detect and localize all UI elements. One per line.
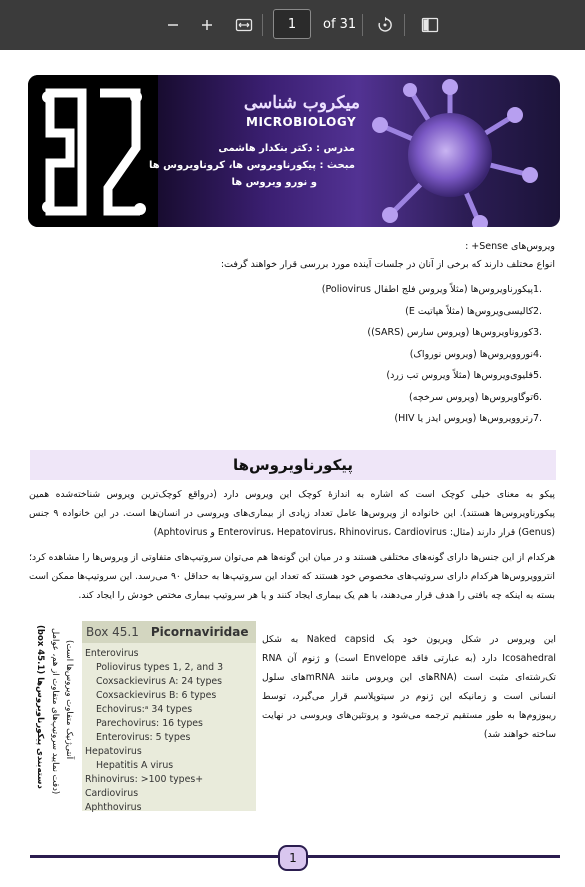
paragraph: هرکدام از این جنس‌ها دارای گونه‌های مختلفی هستند و در میان این گونه‌ها هم می‌توان سروتیپ‌های متفاوتی از ویروس‌ها را مشاهده کرد؛ انتروویروس‌ها هرکدام دارای سروتیپ‌های مخصوص خود هستند که تعداد این سروتیپ‌ها به حداقل ۹۰ می‌رسد. این سروتیپ‌ها ممکن است بسته به اینکه چه بافتی را هدف قرار می‌دهند، با هم یک بیماری ایجاد کنند و یا هر سروتیپ بیماری مختص خودش را ایجاد کند. [29,552,555,601]
banner-line: و نورو ویروس ها [231,177,317,188]
list-item: توگاویروس‌ها (ویروس سرخچه) 6. [409,391,543,403]
list-item: نوروویروس‌ها (ویروس نورواک) 4. [409,348,543,360]
picornaviridae-box [82,621,256,811]
toolbar-divider [262,14,263,36]
box-line: Hepatovirus [85,746,142,757]
toolbar-divider [404,14,405,36]
zoom-in-button[interactable] [194,12,220,38]
banner-details [149,140,355,191]
list-item: فلیوی‌ویروس‌ها (مثلاً ویروس تب زرد) 5. [386,370,543,382]
banner-line: مدرس : دکتر بنکدار هاشمی [218,143,355,154]
toolbar-divider [362,14,363,36]
banner-subtitle: MICROBIOLOGY [246,115,357,129]
side-note: (دقت نمایید سروتیپ‌های متفاوت از هم، عوامل [50,628,60,795]
list-item: کالیسی‌ویروس‌ها (مثلاً هپاتیت E) 2. [405,305,543,317]
rotate-icon [376,16,394,34]
zoom-out-button[interactable] [160,12,186,38]
paragraph: پیکو به معنای خیلی کوچک است که اشاره به اندازهٔ کوچک این ویروس دارد (درواقع کوچک‌ترین ویروس شناخته‌شده همین پیکورناویروس‌ها هستند). این خانواده از ویروس‌ها عامل تعداد زیادی از بیماری‌های ویروسی در انسان‌ها است. در این خانواده ۹ جنس (Genus) قرار دارند (مثال: Enterovirus، Hepatovirus، Rhinovirus، Cardiovirus و Aphtovirus) [29,489,555,538]
list-item: رتروویروس‌ها (ویروس ایدز یا HIV) 7. [394,413,543,425]
list-item: کوروناویروس‌ها (ویروس سارس (SARS)) 3. [367,327,543,339]
box-line: Coxsackievirus A: 24 types [96,676,223,687]
box-line: Poliovirus types 1, 2, and 3 [96,662,224,673]
plus-icon [200,18,214,32]
rotate-button[interactable] [372,12,398,38]
two-page-view-button[interactable] [417,12,443,38]
box-line: Hepatitis A virus [96,760,174,771]
logo [28,75,158,227]
virus-list [155,279,555,430]
virus-illustration [340,75,560,227]
paragraph: این ویروس در شکل ویریون خود یک Naked capsid به شکل Icosahedral دارد (به عبارتی فاقد Envelope است) و ژنوم آن RNA تک‌رشته‌ای مثبت است (RNAهای این ویروس مانند mRNAهای سلول انسانی است و زمانیکه این ژنوم در سیتوپلاسم قرار می‌گیرد، توسط ریبوزوم‌ها به طور مستقیم ترجمه می‌شود و پروتئین‌های ویروسی در نهایت ساخته خواهند شد) [262,634,556,740]
box-line: Cardiovirus [85,788,139,799]
section-heading: پیکورناویروس‌ها [30,450,556,480]
box-line: Echovirus:ᵃ 34 types [96,704,193,715]
list-item: پیکورناویروس‌ها (مثلاً ویروس فلج اطفال Poliovirus) 1. [321,284,543,296]
banner-line: مبحث : پیکورناویروس ها، کروناویروس ها [148,160,355,171]
banner-title: میکروب شناسی [243,93,360,113]
box-line: Parechovirus: 16 types [96,718,203,729]
box-line: Enterovirus [85,648,139,659]
side-note: دسته‌بندی پیکورناویروس‌ها (box 45.1) [35,625,45,789]
document-page [0,50,585,887]
fit-width-button[interactable] [231,12,257,38]
box-line: Rhinovirus: >100 types+ [85,774,204,785]
intro-line: انواع مختلف دارند که برخی از آنان در جلسات آینده مورد بررسی قرار خواهند گرفت: [220,259,555,270]
box-header [82,621,256,643]
page-number-input[interactable]: 1 [273,9,311,39]
box-number: Box 45.1 [86,625,139,639]
box-line: Coxsackievirus B: 6 types [96,690,217,701]
side-note: آنتی‌ژنیک متفاوت ویروس‌ها است) [64,640,74,760]
fit-width-icon [235,18,253,32]
page-total-label: of 31 [323,17,357,32]
page-number-badge: 1 [278,845,308,871]
intro-heading: ویروس‌های Sense+ : [465,241,555,252]
box-line: Enterovirus: 5 types [96,732,191,743]
pdf-toolbar [0,0,585,50]
box-line: Aphthovirus [85,802,142,813]
intro-text [25,238,555,274]
two-page-icon [421,17,439,33]
header-banner [28,75,560,227]
box-title: Picornaviridae [150,625,249,639]
minus-icon [166,18,180,32]
